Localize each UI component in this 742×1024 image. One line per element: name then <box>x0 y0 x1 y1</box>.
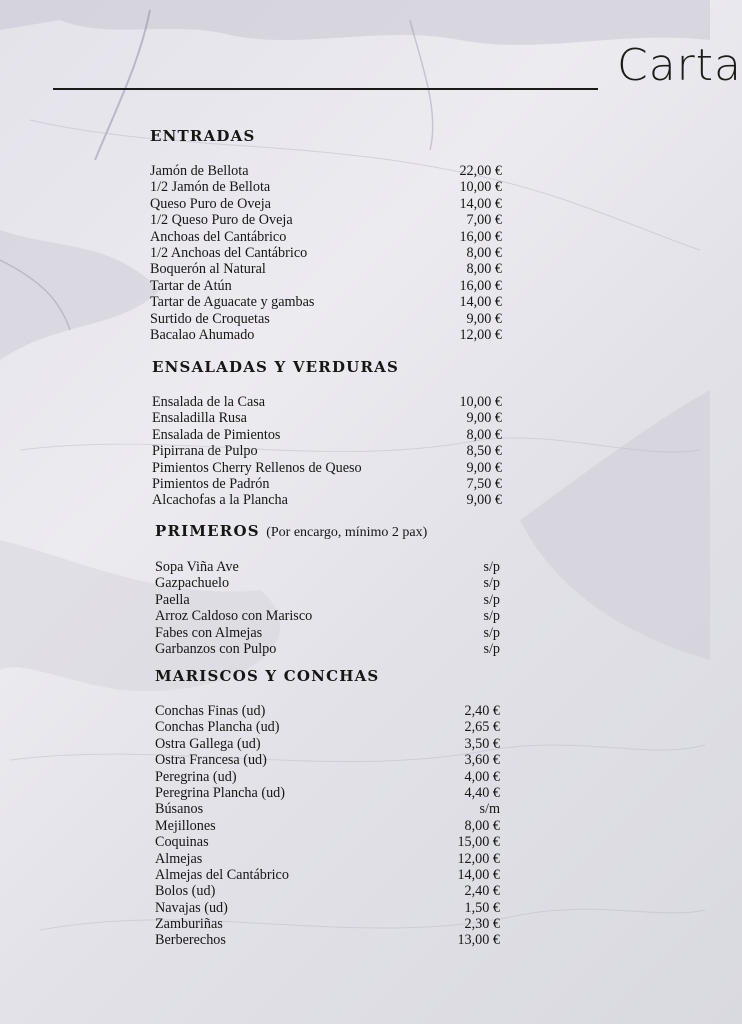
menu-item-name: Paella <box>155 591 190 608</box>
menu-item-name: Coquinas <box>155 834 209 851</box>
menu-item-name: Ostra Francesa (ud) <box>155 752 267 769</box>
menu-item-price: 3,60 € <box>464 752 500 769</box>
menu-item-name: Arroz Caldoso con Marisco <box>155 608 313 625</box>
menu-item-name: Mejillones <box>155 817 216 834</box>
menu-item-name: 1/2 Jamón de Bellota <box>150 179 271 196</box>
menu-item <box>150 229 502 245</box>
menu-item-name: Gazpachuelo <box>155 575 230 592</box>
menu-item <box>155 883 500 899</box>
menu-item-price: 9,00 € <box>466 459 502 476</box>
section-heading: PRIMEROS (Por encargo, mínimo 2 pax) <box>155 522 428 540</box>
menu-item <box>152 410 502 426</box>
menu-item-name: Conchas Finas (ud) <box>155 703 266 719</box>
menu-item-name: Conchas Plancha (ud) <box>155 719 280 736</box>
menu-item-name: Boquerón al Natural <box>150 261 266 278</box>
menu-item-price: 2,65 € <box>464 719 500 736</box>
menu-item-price: s/p <box>483 591 500 608</box>
menu-item-price: 9,00 € <box>466 492 502 509</box>
menu-item-name: Peregrina Plancha (ud) <box>155 784 286 801</box>
title-rule <box>53 88 598 90</box>
menu-item-name: Búsanos <box>155 801 204 818</box>
menu-item-name: 1/2 Anchoas del Cantábrico <box>150 244 308 261</box>
menu-item-price: s/p <box>483 640 500 657</box>
menu-item-name: Almejas del Cantábrico <box>155 866 289 883</box>
menu-item-price: s/p <box>483 559 500 575</box>
menu-item <box>155 916 500 932</box>
menu-item-name: Bolos (ud) <box>155 883 216 900</box>
menu-item-name: Ensaladilla Rusa <box>152 410 247 427</box>
menu-item-name: Surtido de Croquetas <box>150 310 270 327</box>
menu-item-name: Tartar de Atún <box>150 277 232 294</box>
item-list <box>150 163 502 343</box>
menu-item <box>152 443 502 459</box>
menu-item-name: Pimientos Cherry Rellenos de Queso <box>152 459 362 476</box>
menu-item-price: 12,00 € <box>457 850 500 867</box>
menu-item-name: Sopa Viña Ave <box>155 559 239 575</box>
menu-item-name: Pipirrana de Pulpo <box>152 443 258 460</box>
page-title: Carta <box>617 40 742 91</box>
menu-item <box>150 245 502 261</box>
menu-item <box>155 592 500 608</box>
menu-item <box>155 719 500 735</box>
menu-item-price: 14,00 € <box>457 866 500 883</box>
menu-item <box>152 476 502 492</box>
menu-item <box>150 311 502 327</box>
menu-item-price: s/m <box>479 801 500 818</box>
menu-item <box>150 294 502 310</box>
menu-item-price: 14,00 € <box>459 294 502 311</box>
menu-item <box>155 834 500 850</box>
menu-item-name: Garbanzos con Pulpo <box>155 640 277 657</box>
menu-item <box>155 932 500 948</box>
menu-item <box>150 261 502 277</box>
menu-item-price: 3,50 € <box>464 735 500 752</box>
menu-item <box>155 625 500 641</box>
menu-item-price: 2,30 € <box>464 916 500 933</box>
menu-item <box>150 163 502 179</box>
section-mariscos-y-conchas <box>155 667 500 949</box>
menu-item <box>155 900 500 916</box>
menu-item-price: 9,00 € <box>466 310 502 327</box>
section-primeros <box>155 522 500 657</box>
section-note: (Por encargo, mínimo 2 pax) <box>266 525 428 540</box>
menu-item <box>152 427 502 443</box>
menu-item <box>150 196 502 212</box>
menu-item-price: 8,00 € <box>466 426 502 443</box>
menu-item-name: Zamburiñas <box>155 916 223 933</box>
menu-item <box>150 327 502 343</box>
menu-item-name: Anchoas del Cantábrico <box>150 228 287 245</box>
menu-item <box>150 212 502 228</box>
menu-item-name: Alcachofas a la Plancha <box>152 492 288 509</box>
menu-item <box>155 736 500 752</box>
menu-item-name: Ensalada de Pimientos <box>152 426 281 443</box>
menu-item-price: 10,00 € <box>459 394 502 410</box>
menu-item-name: Navajas (ud) <box>155 899 228 916</box>
menu-item-price: s/p <box>483 624 500 641</box>
menu-item <box>155 851 500 867</box>
menu-item-price: 2,40 € <box>464 703 500 719</box>
section-entradas <box>150 127 502 343</box>
menu-item-name: Fabes con Almejas <box>155 624 263 641</box>
menu-item-price: 14,00 € <box>459 195 502 212</box>
section-heading: MARISCOS Y CONCHAS <box>155 667 380 685</box>
menu-item-price: 16,00 € <box>459 277 502 294</box>
menu-item-price: 15,00 € <box>457 834 500 851</box>
menu-item-price: 7,00 € <box>466 212 502 229</box>
menu-item <box>150 179 502 195</box>
menu-item <box>155 867 500 883</box>
menu-item-name: Jamón de Bellota <box>150 163 249 179</box>
menu-item <box>155 575 500 591</box>
menu-item-name: 1/2 Queso Puro de Oveja <box>150 212 293 229</box>
menu-item <box>155 641 500 657</box>
menu-item <box>150 278 502 294</box>
menu-item-price: 7,50 € <box>466 475 502 492</box>
menu-item-price: 8,00 € <box>466 261 502 278</box>
menu-item <box>155 785 500 801</box>
menu-item <box>155 559 500 575</box>
menu-item <box>155 752 500 768</box>
menu-item-price: 22,00 € <box>459 163 502 179</box>
menu-item-price: 10,00 € <box>459 179 502 196</box>
section-heading: ENSALADAS Y VERDURAS <box>152 358 399 376</box>
menu-item-price: s/p <box>483 608 500 625</box>
menu-item-price: 8,00 € <box>464 817 500 834</box>
menu-item-name: Ensalada de la Casa <box>152 394 266 410</box>
menu-item-name: Berberechos <box>155 932 226 949</box>
section-heading: ENTRADAS <box>150 127 256 145</box>
menu-item-name: Almejas <box>155 850 203 867</box>
item-list <box>152 394 502 509</box>
menu-item-price: 4,00 € <box>464 768 500 785</box>
menu-item <box>152 394 502 410</box>
menu-item <box>155 801 500 817</box>
menu-item-name: Queso Puro de Oveja <box>150 195 271 212</box>
menu-item-name: Peregrina (ud) <box>155 768 237 785</box>
menu-item-price: 4,40 € <box>464 784 500 801</box>
menu-item <box>152 492 502 508</box>
menu-item-name: Ostra Gallega (ud) <box>155 735 261 752</box>
menu-item-price: 2,40 € <box>464 883 500 900</box>
menu-item <box>155 818 500 834</box>
item-list <box>155 559 500 657</box>
menu-item <box>155 608 500 624</box>
menu-item-name: Pimientos de Padrón <box>152 475 270 492</box>
menu-item-price: 16,00 € <box>459 228 502 245</box>
menu-item-price: 8,00 € <box>466 244 502 261</box>
menu-item-price: 8,50 € <box>466 443 502 460</box>
menu-item-price: 1,50 € <box>464 899 500 916</box>
menu-item-price: 13,00 € <box>457 932 500 949</box>
menu-item <box>152 460 502 476</box>
menu-item-name: Bacalao Ahumado <box>150 326 255 343</box>
menu-item-name: Tartar de Aguacate y gambas <box>150 294 315 311</box>
item-list <box>155 703 500 949</box>
menu-item <box>155 769 500 785</box>
menu-item-price: s/p <box>483 575 500 592</box>
menu-item-price: 9,00 € <box>466 410 502 427</box>
menu-item-price: 12,00 € <box>459 326 502 343</box>
menu-item <box>155 703 500 719</box>
section-ensaladas-y-verduras <box>152 358 502 509</box>
